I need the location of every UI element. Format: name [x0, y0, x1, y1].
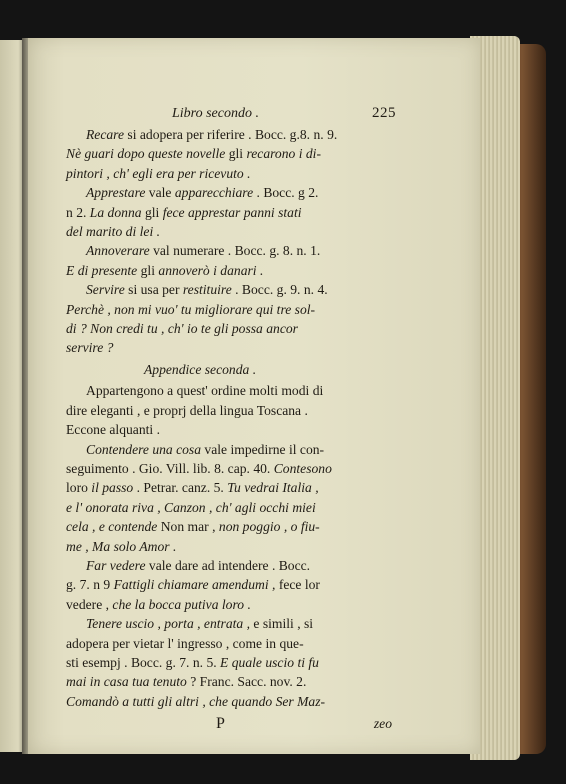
- text-segment: fece lor: [275, 577, 320, 593]
- text-segment: di ? Non credi tu , ch' io te gli possa ancor: [66, 321, 298, 337]
- text-line: [66, 517, 390, 536]
- text-segment: vale dare ad intendere . Bocc.: [145, 557, 311, 573]
- text-line: [66, 300, 390, 319]
- text-line: [66, 614, 390, 633]
- text-segment: Appartengono a quest' ordine molti modi di: [86, 383, 324, 399]
- text-line: [66, 420, 390, 439]
- text-segment: . Bocc. g 2.: [253, 185, 319, 201]
- text-line: [66, 401, 390, 420]
- text-line: [66, 575, 390, 594]
- text-segment: me , Ma solo Amor .: [66, 538, 177, 554]
- text-segment: g. 7. n 9: [66, 577, 114, 593]
- text-segment: del marito di lei .: [66, 224, 161, 240]
- text-segment: Far vedere: [86, 557, 146, 573]
- running-title: Libro secondo .: [172, 106, 259, 121]
- text-line: [66, 203, 390, 222]
- text-line: [66, 360, 390, 379]
- text-segment: apparecchiare: [174, 185, 254, 201]
- text-segment: Perchè , non mi vuo' tu migliorare qui tre sol-: [66, 301, 316, 317]
- text-line: [66, 125, 390, 144]
- text-segment: vale impedirne il con-: [201, 441, 325, 457]
- page-header: [66, 104, 396, 125]
- text-line: [66, 319, 390, 338]
- text-line: [66, 183, 390, 202]
- text-segment: Apprestare: [86, 185, 146, 201]
- text-segment: Contendere una cosa: [86, 441, 202, 457]
- text-segment: La donna: [89, 204, 142, 220]
- text-segment: E quale uscio ti fu: [220, 654, 319, 670]
- text-segment: pintori , ch' egli era per ricevuto .: [66, 165, 251, 181]
- text-segment: il passo: [87, 480, 134, 496]
- text-segment: Appendice seconda .: [144, 361, 257, 377]
- text-segment: Annoverare: [86, 243, 150, 259]
- text-segment: loro: [66, 480, 88, 496]
- text-line: [66, 338, 390, 357]
- text-line: [66, 537, 390, 556]
- page-footer: [66, 714, 390, 736]
- text-line: [66, 595, 390, 614]
- text-line: [66, 164, 390, 183]
- text-line: [66, 556, 390, 575]
- text-segment: Eccone alquanti .: [66, 422, 160, 438]
- text-segment: fece apprestar panni stati: [162, 204, 302, 220]
- text-line: [66, 672, 390, 691]
- text-segment: annoverò i danari .: [158, 262, 264, 278]
- text-segment: cela , e contende: [66, 519, 158, 535]
- text-line: [66, 634, 390, 653]
- text-segment: . Petrar. canz. 5.: [133, 480, 228, 496]
- text-segment: servire ?: [66, 340, 114, 356]
- text-line: [66, 222, 390, 241]
- text-line: [66, 653, 390, 672]
- text-segment: mai in casa tua tenuto: [66, 674, 187, 690]
- text-line: [66, 478, 390, 497]
- text-segment: Tu vedrai Italia ,: [227, 480, 319, 496]
- text-segment: Contesono: [273, 460, 332, 476]
- text-segment: e simili , si: [250, 616, 314, 632]
- text-line: [66, 280, 390, 299]
- text-segment: si usa per: [124, 282, 183, 298]
- page-text: [66, 104, 396, 736]
- text-segment: restituire: [182, 282, 232, 298]
- text-line: [66, 381, 390, 400]
- text-segment: Non mar ,: [157, 519, 219, 535]
- text-line: [66, 498, 390, 517]
- page-number: 225: [372, 105, 396, 121]
- text-segment: Fattigli chiamare amendumi ,: [113, 577, 276, 593]
- text-segment: Recare: [86, 127, 124, 142]
- text-segment: n 2.: [66, 204, 90, 220]
- text-line: [66, 440, 390, 459]
- text-segment: vedere ,: [66, 596, 113, 612]
- text-segment: Servire: [86, 282, 125, 298]
- signature-mark: P: [216, 715, 225, 733]
- text-segment: ? Franc. Sacc. nov. 2.: [186, 674, 307, 690]
- text-segment: val numerare . Bocc. g. 8. n. 1.: [149, 243, 321, 259]
- text-segment: E di presente: [66, 262, 138, 278]
- text-segment: Nè guari dopo queste novelle: [66, 146, 226, 162]
- text-segment: vale: [145, 185, 175, 201]
- text-segment: Tenere uscio , porta , entrata ,: [86, 616, 251, 632]
- text-segment: si adopera per riferire . Bocc. g.8. n. 9.: [124, 127, 338, 142]
- text-line: [66, 144, 390, 163]
- text-segment: dire eleganti , e proprj della lingua Toscana .: [66, 402, 308, 418]
- text-segment: e l' onorata riva , Canzon , ch' agli occhi miei: [66, 499, 316, 515]
- text-segment: adopera per vietar l' ingresso , come in que-: [66, 635, 304, 651]
- body-text: [66, 125, 390, 711]
- text-line: [66, 692, 390, 711]
- text-segment: gli: [141, 204, 163, 220]
- text-segment: . Bocc. g. 9. n. 4.: [231, 282, 328, 298]
- text-segment: Comandò a tutti gli altri , che quando Ser Maz-: [66, 693, 326, 709]
- text-segment: non poggio , o fiu-: [218, 519, 320, 535]
- text-line: [66, 261, 390, 280]
- text-line: [66, 241, 390, 260]
- catchword: zeo: [373, 716, 392, 732]
- text-line: [66, 459, 390, 478]
- text-segment: sti esempj . Bocc. g. 7. n. 5.: [66, 654, 221, 670]
- text-segment: recarono i di-: [246, 146, 321, 162]
- text-segment: che la bocca putiva loro .: [112, 596, 251, 612]
- text-segment: gli: [225, 146, 247, 162]
- text-segment: seguimento . Gio. Vill. lib. 8. cap. 40.: [66, 460, 274, 476]
- text-segment: gli: [137, 262, 159, 278]
